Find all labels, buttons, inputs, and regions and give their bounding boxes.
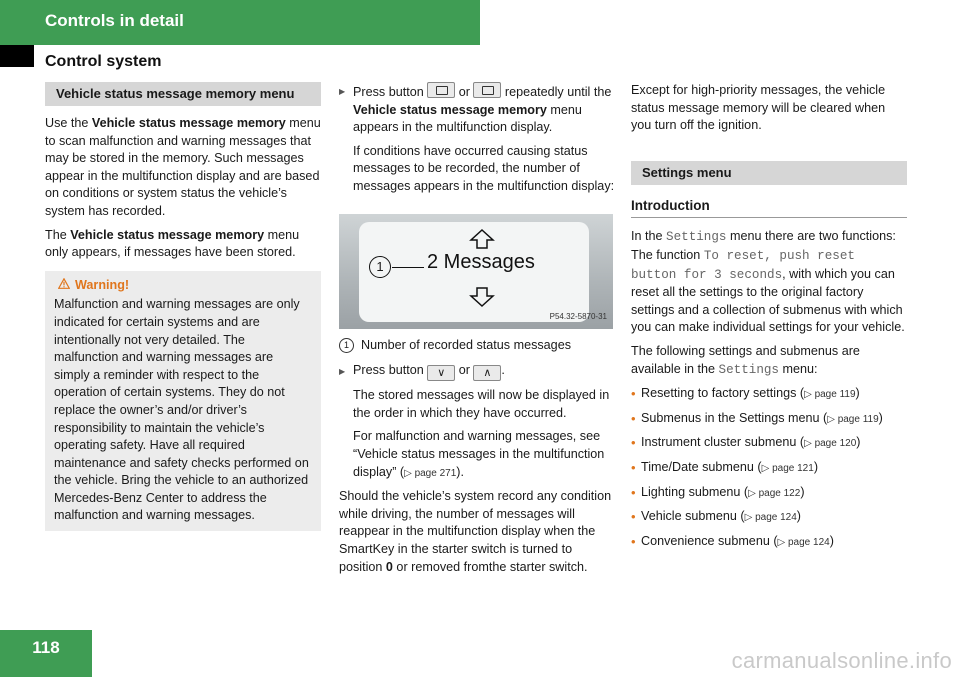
section-marker — [0, 45, 34, 67]
list-item: • Instrument cluster submenu (▷ page 120) — [631, 434, 907, 453]
list-item: • Resetting to factory settings (▷ page 119) — [631, 385, 907, 404]
reappear-paragraph: Should the vehicle’s system record any condition while driving, the number of messages will reappear in the multifunction display when the SmartKey in the starter switch is turned to position 0 or removed fromthe starter switch. — [339, 489, 612, 574]
column-left — [45, 82, 321, 531]
messages-count-text: 2 Messages — [427, 250, 535, 273]
page-reference[interactable]: ▷ page 271 — [404, 467, 457, 479]
list-item: • Submenus in the Settings menu (▷ page 119) — [631, 410, 907, 429]
settings-list — [631, 385, 907, 551]
step-open-menu-detail: If conditions have occurred causing status messages to be recorded, the number of messages appears in the multifunction display: — [353, 143, 615, 193]
warning-triangle-icon — [58, 277, 70, 295]
display-button-icon — [473, 82, 501, 98]
multifunction-display-figure — [339, 214, 613, 329]
chapter-header-bar — [0, 0, 480, 45]
callout-line — [392, 267, 424, 268]
figure-caption: 1 Number of recorded status messages — [339, 337, 615, 355]
warning-box — [45, 271, 321, 531]
memory-cleared-paragraph: Except for high-priority messages, the vehicle status message memory will be cleared when you turn off the ignition. — [631, 83, 886, 133]
page-reference[interactable]: ▷ page 119 — [804, 389, 856, 401]
chevron-down-button-icon: ∨ — [427, 365, 455, 381]
column-middle — [339, 82, 615, 582]
settings-menu-heading: Settings menu — [631, 161, 907, 185]
caption-number: 1 — [339, 338, 354, 353]
figure-callout: 1 — [369, 256, 391, 278]
introduction-subheading: Introduction — [631, 197, 907, 219]
page-reference[interactable]: ▷ page 120 — [804, 438, 857, 450]
page-reference[interactable]: ▷ page 124 — [744, 512, 797, 524]
up-arrow-icon — [469, 228, 495, 250]
page-reference[interactable]: ▷ page 124 — [777, 536, 830, 548]
page-reference[interactable]: ▷ page 122 — [748, 487, 801, 499]
warning-text: Malfunction and warning messages are only indicated for certain systems and are intentionally not very detailed. The malfunction and warning messages are simply a reminder with respect to the operation of certain systems. They do not replace the owner’s and/or driver’s responsibility to maintain the vehicle’s operating safety. Have all required maintenance and safety checks performed on the vehicle. Bring the vehicle to an authorized Mercedes-Benz Center to address the malfunction and warning messages. — [54, 297, 309, 523]
warning-title: Warning! — [54, 277, 312, 295]
step-scroll-detail-2: For malfunction and warning messages, see “Vehicle status messages in the multifunction display” (▷ page 271). — [353, 429, 605, 479]
step-open-menu: ▶ Press button or repeatedly until the Vehicle status message memory menu appears in the multifunction display. — [339, 82, 615, 137]
intro-paragraph: Use the Vehicle status message memory menu to scan malfunction and warning messages that may be stored in the memory. Such messages appear in the multifunction display and are based on conditions or system status the vehicle’s system has recorded. — [45, 116, 321, 218]
list-item: • Time/Date submenu (▷ page 121) — [631, 459, 907, 478]
display-button-icon — [427, 82, 455, 98]
chevron-up-button-icon: ∧ — [473, 365, 501, 381]
settings-intro-paragraph: In the Settings menu there are two functions: The function To reset, push reset button for 3 seconds, with which you can reset all the settings to the original factory settings and a collection of submenus with which you can make individual settings for your vehicle. — [631, 229, 905, 335]
page-reference[interactable]: ▷ page 119 — [827, 413, 879, 425]
page-reference[interactable]: ▷ page 121 — [761, 462, 814, 474]
watermark: carmanualsonline.info — [731, 648, 952, 673]
column-right — [631, 82, 907, 557]
vehicle-status-heading: Vehicle status message memory menu — [45, 82, 321, 106]
list-item: • Vehicle submenu (▷ page 124) — [631, 508, 907, 527]
chapter-title: Controls in detail — [45, 11, 184, 30]
page-number-box — [0, 630, 92, 677]
figure-code: P54.32-5870-31 — [549, 311, 607, 321]
list-item: • Lighting submenu (▷ page 122) — [631, 484, 907, 503]
section-title: Control system — [45, 53, 162, 70]
menu-availability-paragraph: The Vehicle status message memory menu only appears, if messages have been stored. — [45, 227, 300, 260]
page-number: 118 — [32, 638, 60, 657]
down-arrow-icon — [469, 286, 495, 308]
step-scroll-detail-1: The stored messages will now be displayed in the order in which they have occurred. — [353, 388, 610, 420]
list-item: • Convenience submenu (▷ page 124) — [631, 533, 907, 552]
settings-list-intro: The following settings and submenus are available in the Settings menu: — [631, 343, 860, 377]
step-scroll-messages: ▶ Press button ∨ or ∧ . — [339, 362, 615, 381]
